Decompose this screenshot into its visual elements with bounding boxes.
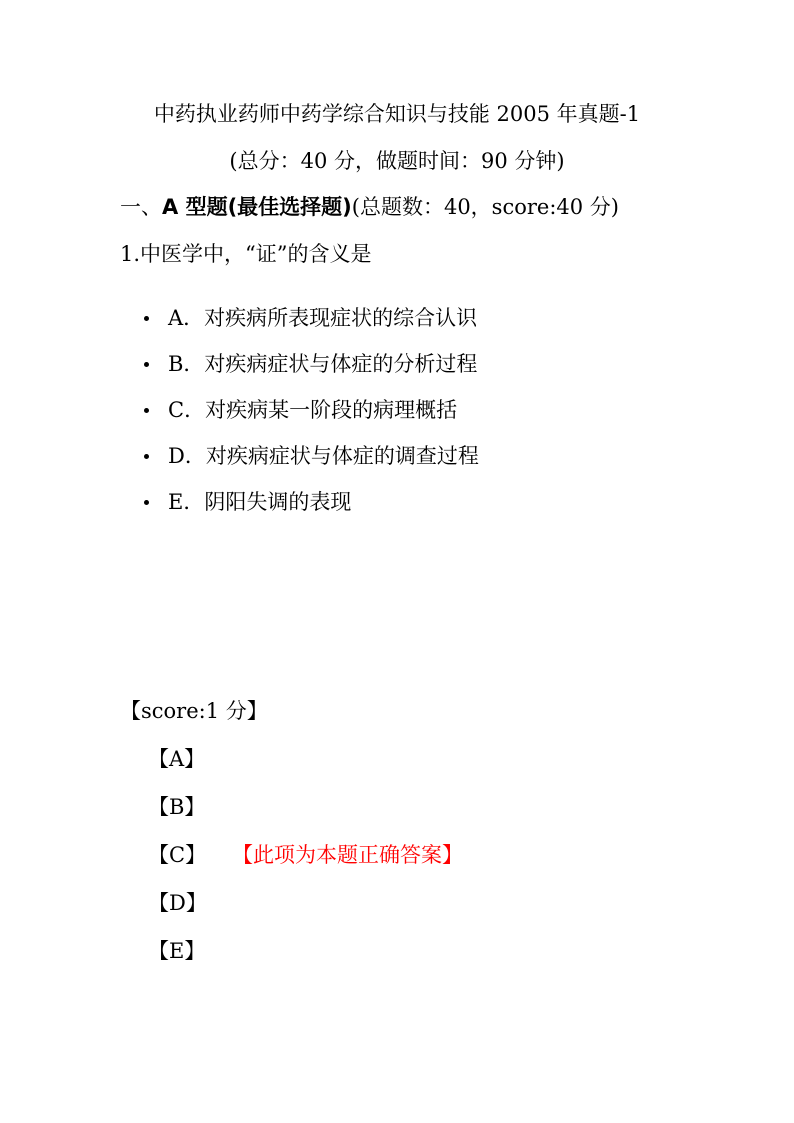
option-text: B．对疾病症状与体症的分析过程	[168, 352, 478, 376]
document-title: 中药执业药师中药学综合知识与技能 2005 年真题-1	[153, 102, 641, 126]
answer-row-b	[148, 793, 207, 841]
bullet-icon	[144, 454, 149, 459]
section-info: (总题数：40，score:40 分)	[351, 195, 619, 219]
section-heading	[120, 193, 619, 221]
bullet-icon	[144, 408, 149, 413]
answer-label: 【B】	[148, 795, 206, 819]
option-list	[140, 304, 479, 534]
option-item	[140, 304, 479, 350]
answer-label: 【C】	[148, 843, 207, 867]
section-name: A 型题(最佳选择题)	[162, 195, 352, 219]
option-item	[140, 396, 479, 442]
option-item	[140, 488, 479, 534]
option-text: D．对疾病症状与体症的调查过程	[168, 444, 479, 468]
option-text: A．对疾病所表现症状的综合认识	[168, 306, 478, 330]
answer-row-a	[148, 745, 207, 793]
answer-row-c	[148, 841, 463, 889]
answer-label: 【A】	[148, 747, 206, 771]
option-item	[140, 350, 479, 396]
bullet-icon	[144, 316, 149, 321]
answer-label: 【D】	[148, 891, 207, 915]
section-prefix: 一、	[120, 195, 162, 219]
option-item	[140, 442, 479, 488]
bullet-icon	[144, 500, 149, 505]
option-text: E．阴阳失调的表现	[168, 490, 352, 514]
answer-row-e	[148, 937, 207, 985]
correct-answer-note: 【此项为本题正确答案】	[232, 843, 463, 867]
answer-label: 【E】	[148, 939, 206, 963]
question-stem: 1.中医学中，“证”的含义是	[120, 242, 372, 266]
answer-list	[148, 745, 463, 985]
answer-row-d	[148, 889, 207, 937]
score-label: 【score:1 分】	[120, 699, 268, 723]
exam-info: (总分：40 分，做题时间：90 分钟)	[229, 149, 565, 173]
option-text: C．对疾病某一阶段的病理概括	[168, 398, 458, 422]
bullet-icon	[144, 362, 149, 367]
